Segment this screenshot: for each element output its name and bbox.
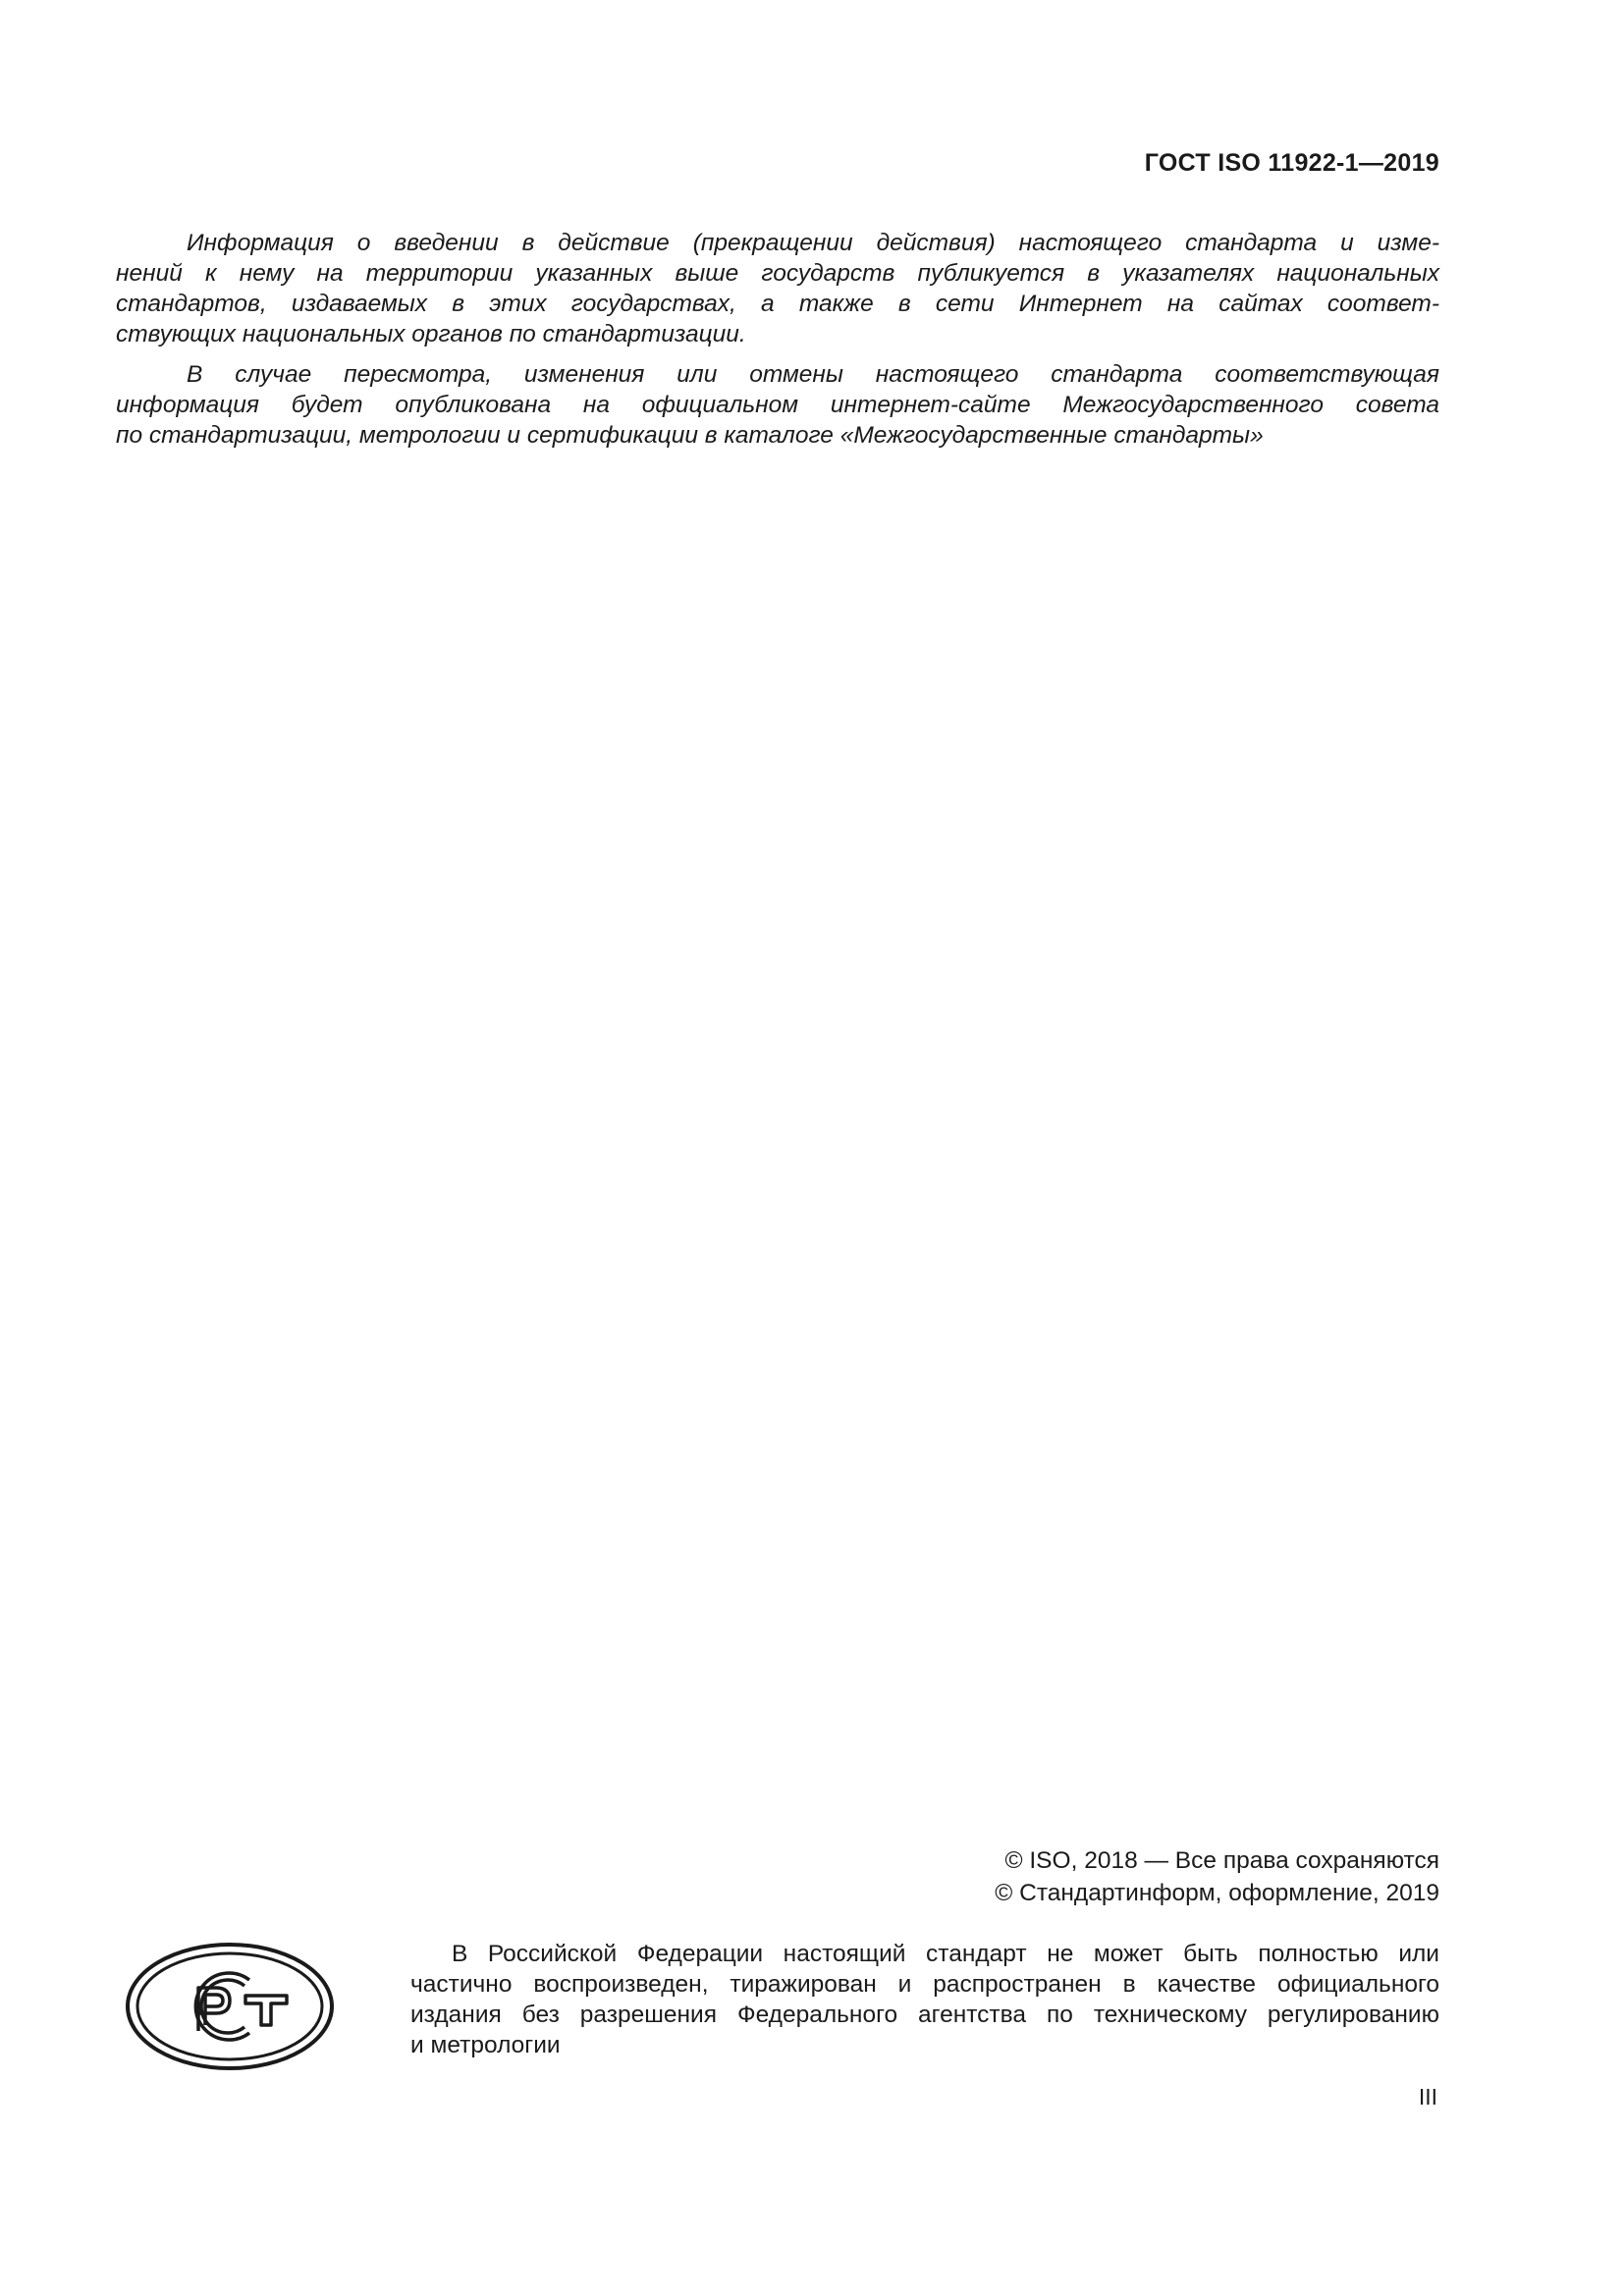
- page-number: III: [1418, 2084, 1437, 2109]
- notice-line: и метрологии: [410, 2032, 561, 2058]
- copyright-iso: © ISO, 2018 — Все права сохраняются: [1004, 1847, 1439, 1874]
- notice-line: издания без разрешения Федерального агентства по техническому регулированию: [410, 2002, 1439, 2028]
- paragraph-line: Информация о введении в действие (прекращении действия) настоящего стандарта и изме-: [187, 230, 1439, 256]
- rst-certification-mark-icon: [124, 1941, 336, 2072]
- paragraph-publication-info: [116, 228, 1439, 349]
- paragraph-revision-info: [116, 359, 1439, 451]
- reproduction-notice: [410, 1939, 1439, 2060]
- paragraph-line: по стандартизации, метрологии и сертификации в каталоге «Межгосударственные стандарты»: [116, 422, 1264, 449]
- document-code: ГОСТ ISO 11922-1—2019: [1144, 149, 1439, 177]
- notice-line: В Российской Федерации настоящий стандарт не может быть полностью или: [452, 1941, 1439, 1967]
- paragraph-line: нений к нему на территории указанных выше государств публикуется в указателях национальных: [116, 260, 1439, 287]
- paragraph-line: информация будет опубликована на официальном интернет-сайте Межгосударственного совета: [116, 392, 1439, 418]
- paragraph-line: стандартов, издаваемых в этих государствах, а также в сети Интернет на сайтах соответ-: [116, 291, 1439, 317]
- notice-line: частично воспроизведен, тиражирован и распространен в качестве официального: [410, 1971, 1439, 1998]
- paragraph-line: В случае пересмотра, изменения или отмены настоящего стандарта соответствующая: [187, 361, 1439, 388]
- paragraph-line: ствующих национальных органов по стандартизации.: [116, 321, 746, 347]
- copyright-standartinform: © Стандартинформ, оформление, 2019: [995, 1880, 1439, 1906]
